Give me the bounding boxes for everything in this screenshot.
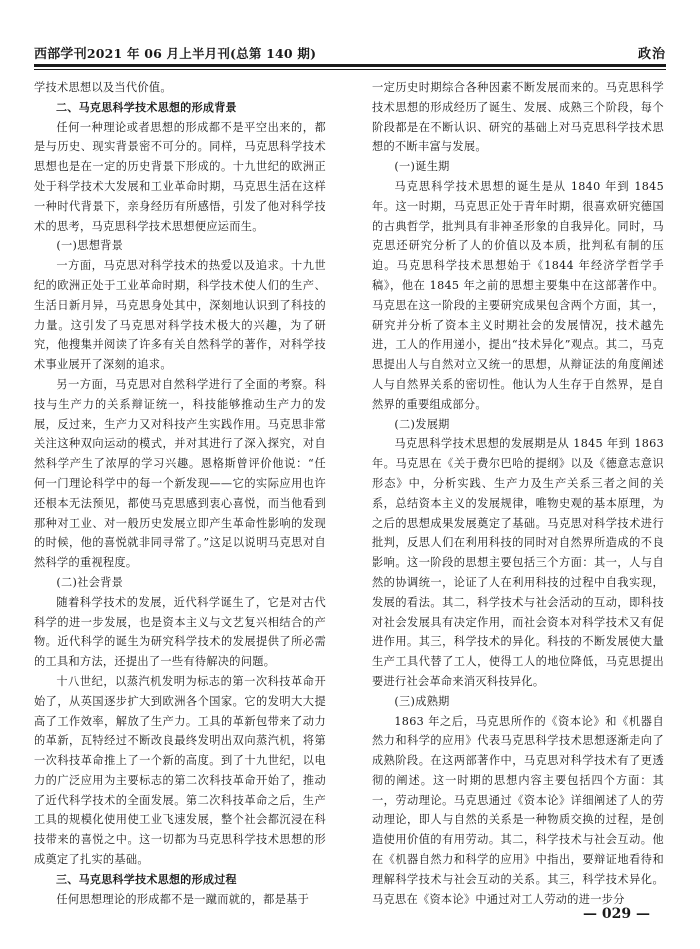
- body-paragraph-continued: 学技术思想以及当代价值。: [34, 81, 172, 94]
- body-paragraph: 任何一种理论或者思想的形成都不是平空出来的，都是与历史、现实背景密不可分的。同样，马克思科学技术思想也是在一定的历史背景下形成的。十九世纪的欧洲正处于科学技术大发展和工业革命时期，马克思生活在这样一种时代背景下，亲身经历有所感悟，引发了他对科学技术的思考，马克思科学技术思想便应运而生。: [34, 120, 326, 233]
- header-rule-thin: [34, 69, 666, 70]
- subsection-heading: (三)成熟期: [394, 694, 450, 708]
- body-paragraph-continued: 一定历史时期综合各种因素不断发展而来的。马克思科学技术思想的形成经历了诞生、发展、成熟三个阶段，每个阶段都是在不断认识、研究的基础上对马克思科学技术思想的不断丰富与发展。: [372, 81, 664, 154]
- section-heading: 三、马克思科学技术思想的形成过程: [56, 872, 237, 886]
- right-column: [372, 78, 664, 909]
- issue-info: 2021 年 06 月上半月刊(总第 140 期): [86, 46, 317, 61]
- body-paragraph: 随着科学技术的发展，近代科学诞生了，它是对古代科学的进一步发展，也是资本主义与文艺复兴相结合的产物。近代科学的诞生为研究科学技术的发展提供了所必需的工具和方法，还提出了一些有待解决的问题。: [34, 595, 326, 669]
- running-header: [34, 40, 666, 62]
- body-paragraph: 十八世纪，以蒸汽机发明为标志的第一次科技革命开始了，从英国逐步扩大到欧洲各个国家。它的发明大大提高了工作效率，解放了生产力。工具的革新包带来了动力的革新，瓦特经过不断改良最终发明出双向蒸汽机，将第一次科技革命推上了一个新的高度。到了十九世纪，以电力的广泛应用为主要标志的第二次科技革命开始了，推动了近代科学技术的全面发展。第二次科技革命之后，生产工具的规模化使用使工业飞速发展，整个社会都沉浸在科技带来的喜悦之中。这一切都为马克思科学技术思想的形成奠定了扎实的基础。: [34, 674, 326, 867]
- section-name: 政治: [637, 47, 666, 62]
- body-paragraph: 1863 年之后，马克思所作的《资本论》和《机器自然力和科学的应用》代表马克思科学技术思想逐渐走向了成熟阶段。在这两部著作中，马克思对科学技术有了更透彻的阐述。这一时期的思想内容主要包括四个方面：其一，劳动理论。马克思通过《资本论》详细阐述了人的劳动理论，即人与自然的关系是一种物质交换的过程，是创造使用价值的有用劳动。其二，科学技术与社会互动。他在《机器自然力和科学的应用》中指出，要辩证地看待和理解科学技术与社会互动的关系。其三，科学技术异化。马克思在《资本论》中通过对工人劳动的进一步分: [372, 714, 664, 906]
- subsection-heading: (二)发展期: [394, 417, 450, 431]
- body-paragraph: 任何思想理论的形成都不是一蹴而就的，都是基于: [56, 892, 310, 906]
- journal-issue-line: [34, 43, 316, 62]
- left-column: [34, 78, 326, 909]
- body-paragraph: 一方面，马克思对科学技术的热爱以及追求。十九世纪的欧洲正处于工业革命时期，科学技术使人们的生产、生活日新月异，马克思身处其中，深刻地认识到了科技的力量。这引发了马克思对科学技术极大的兴趣，为了研究，他搜集并阅读了许多有关自然科学的著作，对科学技术事业展开了深刻的追求。: [34, 259, 326, 372]
- subsection-heading: (一)诞生期: [394, 160, 450, 174]
- body-paragraph: 马克思科学技术思想的诞生是从 1840 年到 1845 年。这一时期，马克思正处于青年时期，很喜欢研究德国的古典哲学，批判具有非神圣形象的自我异化。同时，马克思还研究分析了人的价值以及本质，批判私有制的压迫。马克思科学技术思想始于《1844 年经济学哲学手稿》，他在 1845 年之前的思想主要集中在这部著作中。马克思在这一阶段的主要研究成果包含两个方面，其一，研究并分析了资本主义时期社会的发展情况，技术越先进，工人的作用递小，提出“技术异化”观点。其二，马克思提出人与自然对立又统一的思想，从辩证法的角度阐述人与自然界关系的密切性。他认为人生存于自然界，是自然界的重要组成部分。: [372, 179, 664, 411]
- journal-name: 西部学刊: [34, 47, 87, 62]
- body-paragraph: 另一方面，马克思对自然科学进行了全面的考察。科技与生产力的关系辩证统一，科技能够推动生产力的发展，反过来，生产力又对科技产生实践作用。马克思非常关注这种双向运动的模式，并对其进行了深入探究，对自然科学产生了浓厚的学习兴趣。恩格斯曾评价他说：“任何一门理论科学中的每一个新发现——它的实际应用也许还根本无法预见，都使马克思感到衷心喜悦，而当他看到那种对工业、对一般历史发展立即产生革命性影响的发现的时候，他的喜悦就非同寻常了。”这足以说明马克思对自然科学的重视程度。: [34, 377, 326, 570]
- subsection-heading: (一)思想背景: [56, 239, 124, 253]
- page-number: — 029 —: [583, 906, 650, 922]
- section-heading: 二、马克思科学技术思想的形成背景: [56, 100, 237, 114]
- body-paragraph: 马克思科学技术思想的发展期是从 1845 年到 1863 年。马克思在《关于费尔巴哈的提纲》以及《德意志意识形态》中，分析实践、生产力及生产关系三者之间的关系，总结资本主义的发展规律，唯物史观的基本原理，为之后的思想成果发展奠定了基础。马克思对科学技术进行批判，反思人们在利用科技的同时对自然界所造成的不良影响。这一阶段的思想主要包括三个方面：其一，人与自然的协调统一，论证了人在利用科技的过程中自我实现，发展的看法。其二，科学技术与社会活动的互动，即科技对社会发展具有决定作用，而社会资本对科学技术又有促进作用。其三，科学技术的异化。科技的不断发展使大量生产工具代替了工人，使得工人的地位降低，马克思提出要进行社会革命来消灭科技异化。: [372, 437, 664, 688]
- subsection-heading: (二)社会背景: [56, 575, 124, 589]
- header-rule-thick: [34, 64, 666, 67]
